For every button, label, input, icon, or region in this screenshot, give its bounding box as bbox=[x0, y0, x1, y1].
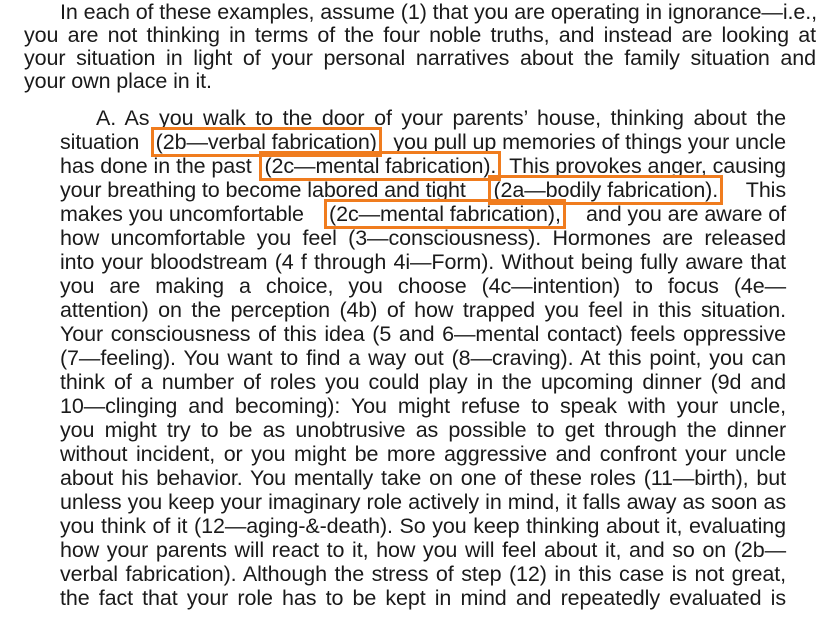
para2-line-10: Your consciousness of this idea (5 and 6—mental contact) feels oppressive bbox=[60, 322, 786, 346]
para2-line-8: you are making a choice, you choose (4c—intention) to focus (4e— bbox=[60, 274, 786, 298]
para2-line-20: verbal fabrication). Although the stress of step (12) in this case is not great, bbox=[60, 562, 786, 586]
highlight-mental-fabrication-2: (2c—mental fabrication), bbox=[329, 202, 561, 226]
para2-line-16: about his behavior. You mentally take on one of these roles (11—birth), but bbox=[60, 466, 786, 490]
text-run: This provokes anger, causing bbox=[509, 154, 786, 178]
para1-line-4: your own place in it. bbox=[24, 69, 212, 93]
para2-line-13: 10—clinging and becoming): You might refuse to speak with your uncle, bbox=[60, 394, 786, 418]
para1-line-3: your situation in light of your personal narratives about the family situation and bbox=[24, 46, 816, 70]
text-run: you pull up memories of things your uncle bbox=[393, 130, 786, 154]
text-run: your breathing to become labored and tight bbox=[60, 178, 466, 202]
text-run: This bbox=[745, 178, 786, 202]
para2-line-17: unless you keep your imaginary role actively in mind, it falls away as soon as bbox=[60, 490, 786, 514]
text-run: situation bbox=[60, 130, 140, 154]
para1-line-1: In each of these examples, assume (1) that you are operating in ignorance—i.e., bbox=[60, 0, 817, 24]
highlight-bodily-fabrication: (2a—bodily fabrication). bbox=[493, 178, 719, 202]
para1-line-2: you are not thinking in terms of the four noble truths, and instead are looking at bbox=[24, 23, 816, 47]
para2-line-19: how your parents will react to it, how you will feel about it, and so on (2b— bbox=[60, 538, 786, 562]
para2-line-15: without incident, or you might be more aggressive and confront your uncle bbox=[60, 442, 786, 466]
highlight-mental-fabrication-1: (2c—mental fabrication). bbox=[264, 154, 497, 178]
text-run: has done in the past bbox=[60, 154, 252, 178]
text-run: makes you uncomfortable bbox=[60, 202, 304, 226]
text-run: and you are aware of bbox=[585, 202, 786, 226]
para2-line-9: attention) on the perception (4b) of how trapped you feel in this situation. bbox=[60, 298, 786, 322]
para2-line-7: into your bloodstream (4 f through 4i—Form). Without being fully aware that bbox=[60, 250, 786, 274]
para2-line-21: the fact that your role has to be kept in mind and repeatedly evaluated is bbox=[60, 586, 786, 610]
para2-line-14: you might try to be as unobtrusive as possible to get through the dinner bbox=[60, 418, 786, 442]
para2-line-12: think of a number of roles you could play in the upcoming dinner (9d and bbox=[60, 370, 786, 394]
para2-line-5 bbox=[60, 202, 786, 226]
para2-line-4 bbox=[60, 178, 786, 202]
para2-line-3 bbox=[60, 154, 786, 178]
highlight-verbal-fabrication: (2b—verbal fabrication) bbox=[155, 130, 377, 154]
para2-line-11: (7—feeling). You want to find a way out (8—craving). At this point, you can bbox=[60, 346, 786, 370]
para2-line-6: how uncomfortable you feel (3—consciousness). Hormones are released bbox=[60, 226, 786, 250]
para2-line-18: you think of it (12—aging-&-death). So you keep thinking about it, evaluating bbox=[60, 514, 786, 538]
para2-line-2 bbox=[60, 130, 786, 154]
para2-line-1: A. As you walk to the door of your parents’ house, thinking about the bbox=[96, 106, 786, 130]
